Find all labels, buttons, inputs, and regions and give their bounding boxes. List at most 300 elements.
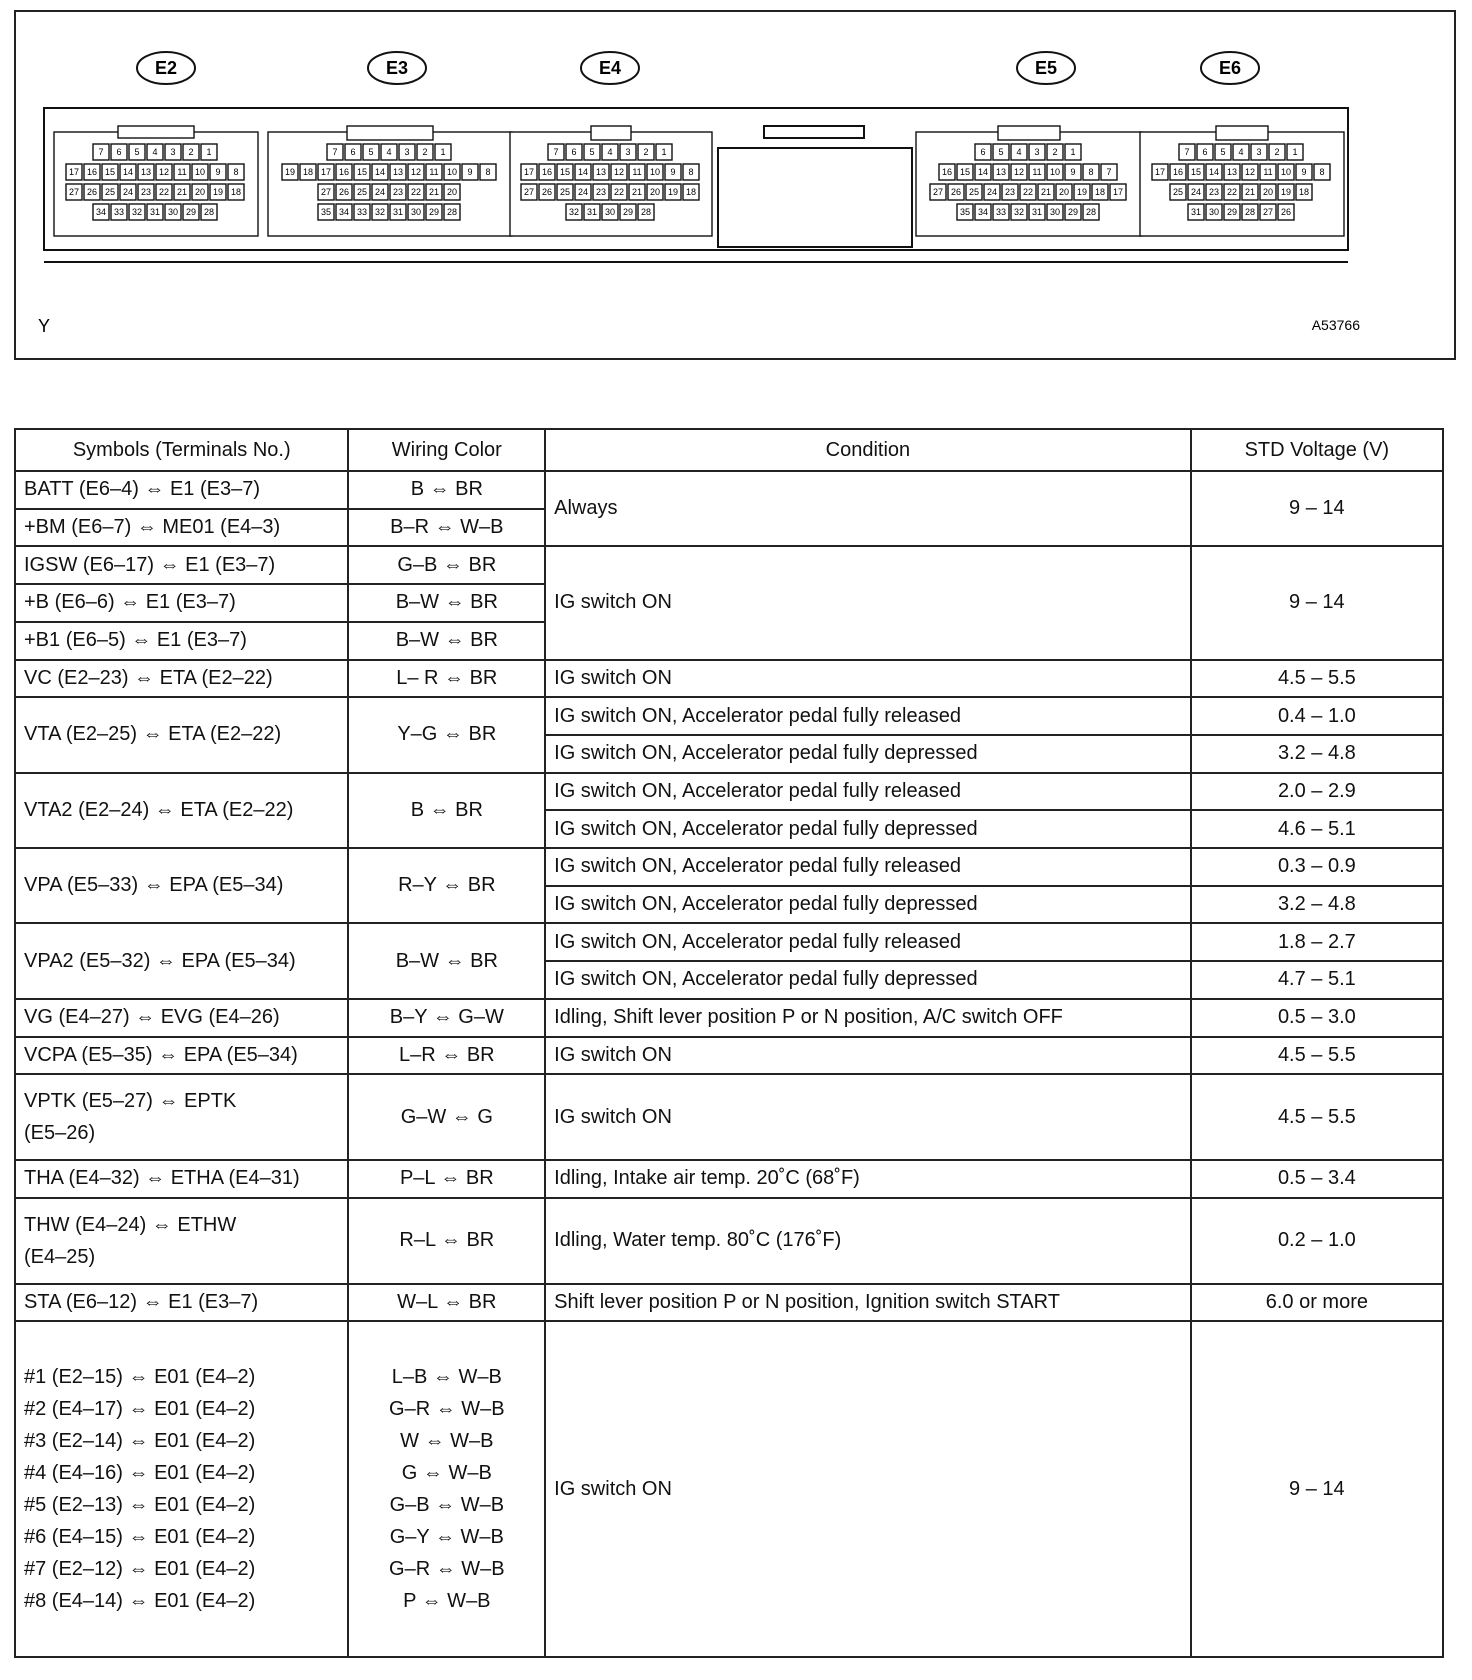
- terminal-label: 9: [670, 167, 676, 177]
- terminal-label: 31: [149, 207, 161, 217]
- condition-cell: Always: [545, 471, 1191, 546]
- table-row: [15, 848, 1443, 886]
- wiring-cell: B–Y ⇔ G–W: [348, 999, 545, 1037]
- symbols-cell: VTA2 (E2–24) ⇔ ETA (E2–22): [15, 773, 348, 848]
- terminal-label: 15: [104, 167, 116, 177]
- terminal-label: 25: [104, 187, 116, 197]
- terminal-label: 27: [1262, 207, 1274, 217]
- symbols-line: #4 (E4–16) ⇔ E01 (E4–2): [24, 1462, 256, 1485]
- terminal-label: 28: [446, 207, 458, 217]
- voltage-cell: 4.5 – 5.5: [1191, 1037, 1443, 1075]
- symbols-line: #2 (E4–17) ⇔ E01 (E4–2): [24, 1398, 256, 1421]
- terminal-label: 3: [170, 147, 176, 157]
- connector-e3-label: [368, 52, 426, 84]
- connector-e2-label: [137, 52, 195, 84]
- terminal-label: 25: [1172, 187, 1184, 197]
- condition-cell: Idling, Intake air temp. 20˚C (68˚F): [545, 1160, 1191, 1198]
- terminal-label: 2: [188, 147, 194, 157]
- wiring-cell: G–W ⇔ G: [348, 1074, 545, 1160]
- terminal-label: 11: [177, 167, 187, 177]
- symbols-line: #8 (E4–14) ⇔ E01 (E4–2): [24, 1590, 256, 1613]
- wiring-cell: L– R ⇔ BR: [348, 660, 545, 698]
- terminal-label: 18: [302, 167, 314, 177]
- condition-cell: IG switch ON, Accelerator pedal fully depressed: [545, 810, 1191, 848]
- terminal-label: 13: [1226, 167, 1238, 177]
- voltage-cell: 0.2 – 1.0: [1191, 1198, 1443, 1284]
- symbols-line: #5 (E2–13) ⇔ E01 (E4–2): [24, 1494, 256, 1517]
- terminal-label: 26: [1280, 207, 1292, 217]
- wiring-line: L–B ⇔ W–B: [391, 1366, 502, 1389]
- terminal-label: 11: [429, 167, 439, 177]
- terminal-label: 7: [332, 147, 338, 157]
- terminal-label: 6: [350, 147, 356, 157]
- symbols-line: THW (E4–24) ⇔ ETHW: [24, 1213, 237, 1236]
- diagram-left-label: Y: [38, 316, 51, 336]
- voltage-cell: 0.3 – 0.9: [1191, 848, 1443, 886]
- condition-cell: IG switch ON, Accelerator pedal fully depressed: [545, 886, 1191, 924]
- terminal-label: 24: [374, 187, 386, 197]
- terminal-label: 4: [607, 147, 613, 157]
- terminal-label: 4: [152, 147, 158, 157]
- terminal-label: 14: [577, 167, 589, 177]
- symbols-line: #6 (E4–15) ⇔ E01 (E4–2): [24, 1526, 256, 1549]
- terminal-label: 7: [1184, 147, 1190, 157]
- terminal-label: 10: [1049, 167, 1061, 177]
- table-row: [15, 1074, 1443, 1160]
- connector-e4-pins: [510, 126, 712, 236]
- terminal-label: 23: [1004, 187, 1016, 197]
- terminal-label: 26: [338, 187, 350, 197]
- wiring-cell: B ⇔ BR: [348, 471, 545, 509]
- e4-label-text: E4: [598, 58, 622, 78]
- wiring-line: W ⇔ W–B: [400, 1430, 494, 1453]
- terminal-label: 17: [1112, 187, 1124, 197]
- terminal-label: 18: [230, 187, 242, 197]
- terminal-label: 17: [523, 167, 535, 177]
- terminal-label: 3: [404, 147, 410, 157]
- symbols-cell: VC (E2–23) ⇔ ETA (E2–22): [15, 660, 348, 698]
- voltage-cell: 9 – 14: [1191, 546, 1443, 659]
- condition-cell: Idling, Water temp. 80˚C (176˚F): [545, 1198, 1191, 1284]
- terminal-label: 23: [392, 187, 404, 197]
- terminal-label: 28: [1085, 207, 1097, 217]
- connector-e5-pins: [916, 126, 1142, 236]
- terminal-label: 32: [568, 207, 580, 217]
- wiring-cell: [348, 1321, 545, 1657]
- condition-cell: IG switch ON: [545, 546, 1191, 659]
- wiring-cell: G–B ⇔ BR: [348, 546, 545, 584]
- terminal-label: 30: [1208, 207, 1220, 217]
- terminal-label: 14: [374, 167, 386, 177]
- terminal-label: 12: [410, 167, 422, 177]
- symbols-cell: [15, 1321, 348, 1657]
- terminal-label: 32: [1013, 207, 1025, 217]
- wiring-cell: Y–G ⇔ BR: [348, 697, 545, 772]
- terminal-label: 17: [320, 167, 332, 177]
- terminal-label: 15: [959, 167, 971, 177]
- symbols-line: (E4–25): [24, 1245, 96, 1268]
- terminal-label: 1: [1292, 147, 1298, 157]
- terminal-label: 22: [1226, 187, 1238, 197]
- wiring-cell: W–L ⇔ BR: [348, 1284, 545, 1322]
- terminal-label: 28: [640, 207, 652, 217]
- terminal-label: 31: [1031, 207, 1043, 217]
- terminal-label: 23: [140, 187, 152, 197]
- terminal-label: 3: [625, 147, 631, 157]
- terminal-label: 14: [977, 167, 989, 177]
- terminal-label: 30: [410, 207, 422, 217]
- terminal-label: 23: [1208, 187, 1220, 197]
- terminal-label: 24: [577, 187, 589, 197]
- symbols-cell: VPA2 (E5–32) ⇔ EPA (E5–34): [15, 923, 348, 998]
- condition-cell: IG switch ON: [545, 1037, 1191, 1075]
- terminal-label: 20: [194, 187, 206, 197]
- terminal-label: 6: [1202, 147, 1208, 157]
- table-row: [15, 1037, 1443, 1075]
- terminal-label: 21: [631, 187, 643, 197]
- connector-e6-label: [1201, 52, 1259, 84]
- terminal-label: 26: [541, 187, 553, 197]
- terminal-label: 18: [1094, 187, 1106, 197]
- terminal-label: 8: [485, 167, 491, 177]
- voltage-spec-table-wrap: [14, 428, 1444, 1658]
- terminal-label: 17: [1154, 167, 1166, 177]
- voltage-cell: 2.0 – 2.9: [1191, 773, 1443, 811]
- terminal-label: 5: [589, 147, 595, 157]
- table-row: [15, 546, 1443, 584]
- terminal-label: 20: [1058, 187, 1070, 197]
- terminal-label: 33: [113, 207, 125, 217]
- terminal-label: 13: [392, 167, 404, 177]
- connector-e5-label: [1017, 52, 1075, 84]
- center-latch: [764, 126, 864, 138]
- terminal-label: 16: [338, 167, 350, 177]
- terminal-label: 13: [595, 167, 607, 177]
- terminal-label: 27: [932, 187, 944, 197]
- e5-label-text: E5: [1034, 58, 1058, 78]
- symbols-cell: STA (E6–12) ⇔ E1 (E3–7): [15, 1284, 348, 1322]
- terminal-label: 19: [212, 187, 224, 197]
- terminal-label: 19: [667, 187, 679, 197]
- terminal-label: 11: [632, 167, 642, 177]
- wiring-cell: B ⇔ BR: [348, 773, 545, 848]
- e6-label-text: E6: [1218, 58, 1242, 78]
- terminal-label: 30: [167, 207, 179, 217]
- terminal-label: 34: [977, 207, 989, 217]
- symbols-cell: +B1 (E6–5) ⇔ E1 (E3–7): [15, 622, 348, 660]
- voltage-cell: 9 – 14: [1191, 471, 1443, 546]
- terminal-label: 34: [338, 207, 350, 217]
- terminal-label: 2: [1052, 147, 1058, 157]
- terminal-label: 1: [206, 147, 212, 157]
- terminal-label: 19: [284, 167, 296, 177]
- terminal-label: 19: [1076, 187, 1088, 197]
- condition-cell: IG switch ON, Accelerator pedal fully depressed: [545, 961, 1191, 999]
- symbols-cell: VTA (E2–25) ⇔ ETA (E2–22): [15, 697, 348, 772]
- terminal-label: 5: [368, 147, 374, 157]
- terminal-label: 33: [356, 207, 368, 217]
- terminal-label: 21: [1244, 187, 1256, 197]
- terminal-label: 1: [1070, 147, 1076, 157]
- terminal-label: 35: [320, 207, 332, 217]
- terminal-label: 16: [1172, 167, 1184, 177]
- symbols-cell: +B (E6–6) ⇔ E1 (E3–7): [15, 584, 348, 622]
- terminal-label: 29: [185, 207, 197, 217]
- voltage-cell: 3.2 – 4.8: [1191, 735, 1443, 773]
- terminal-label: 7: [553, 147, 559, 157]
- terminal-label: 18: [685, 187, 697, 197]
- wiring-cell: P–L ⇔ BR: [348, 1160, 545, 1198]
- terminal-label: 8: [1319, 167, 1325, 177]
- voltage-cell: 0.5 – 3.0: [1191, 999, 1443, 1037]
- terminal-label: 21: [176, 187, 188, 197]
- center-housing-block: [718, 148, 912, 247]
- terminal-label: 1: [440, 147, 446, 157]
- voltage-spec-table: [14, 428, 1444, 1658]
- table-row: [15, 923, 1443, 961]
- terminal-label: 35: [959, 207, 971, 217]
- terminal-label: 30: [604, 207, 616, 217]
- wiring-cell: B–W ⇔ BR: [348, 923, 545, 998]
- table-header-row: [15, 429, 1443, 471]
- connector-latch: [591, 126, 631, 140]
- header-symbols: Symbols (Terminals No.): [15, 429, 348, 471]
- connector-diagram: [14, 10, 1456, 360]
- connector-latch: [998, 126, 1060, 140]
- terminal-label: 29: [1226, 207, 1238, 217]
- terminal-label: 2: [643, 147, 649, 157]
- terminal-label: 15: [356, 167, 368, 177]
- symbols-line: #1 (E2–15) ⇔ E01 (E4–2): [24, 1366, 256, 1389]
- terminal-label: 20: [446, 187, 458, 197]
- wiring-cell: R–L ⇔ BR: [348, 1198, 545, 1284]
- terminal-label: 5: [998, 147, 1004, 157]
- terminal-label: 6: [571, 147, 577, 157]
- terminal-label: 9: [467, 167, 473, 177]
- terminal-label: 6: [116, 147, 122, 157]
- connector-latch: [347, 126, 433, 140]
- terminal-label: 24: [122, 187, 134, 197]
- terminal-label: 10: [649, 167, 661, 177]
- voltage-cell: 4.5 – 5.5: [1191, 660, 1443, 698]
- terminal-label: 13: [140, 167, 152, 177]
- wiring-cell: B–W ⇔ BR: [348, 622, 545, 660]
- terminal-label: 9: [1070, 167, 1076, 177]
- terminal-label: 22: [1022, 187, 1034, 197]
- terminal-label: 5: [134, 147, 140, 157]
- terminal-label: 16: [86, 167, 98, 177]
- symbols-line: VPTK (E5–27) ⇔ EPTK: [24, 1090, 237, 1113]
- connector-e2-pins: [54, 126, 258, 236]
- condition-cell: IG switch ON, Accelerator pedal fully released: [545, 848, 1191, 886]
- terminal-label: 26: [950, 187, 962, 197]
- terminal-label: 22: [613, 187, 625, 197]
- table-row: [15, 1284, 1443, 1322]
- voltage-cell: 4.5 – 5.5: [1191, 1074, 1443, 1160]
- terminal-label: 15: [559, 167, 571, 177]
- terminal-label: 33: [995, 207, 1007, 217]
- terminal-label: 9: [215, 167, 221, 177]
- condition-cell: IG switch ON: [545, 1321, 1191, 1657]
- terminal-label: 4: [386, 147, 392, 157]
- wiring-cell: R–Y ⇔ BR: [348, 848, 545, 923]
- symbols-cell: VPA (E5–33) ⇔ EPA (E5–34): [15, 848, 348, 923]
- connector-e4-label: [581, 52, 639, 84]
- terminal-label: 3: [1256, 147, 1262, 157]
- condition-cell: IG switch ON, Accelerator pedal fully depressed: [545, 735, 1191, 773]
- symbols-cell: VG (E4–27) ⇔ EVG (E4–26): [15, 999, 348, 1037]
- wiring-cell: L–R ⇔ BR: [348, 1037, 545, 1075]
- terminal-label: 4: [1016, 147, 1022, 157]
- terminal-label: 24: [1190, 187, 1202, 197]
- wiring-line: G–B ⇔ W–B: [389, 1494, 505, 1517]
- terminal-label: 9: [1301, 167, 1307, 177]
- terminal-label: 10: [1280, 167, 1292, 177]
- symbols-cell: [15, 1198, 348, 1284]
- terminal-label: 12: [613, 167, 625, 177]
- terminal-label: 16: [941, 167, 953, 177]
- terminal-label: 8: [688, 167, 694, 177]
- terminal-label: 16: [541, 167, 553, 177]
- voltage-cell: 0.4 – 1.0: [1191, 697, 1443, 735]
- voltage-cell: 4.7 – 5.1: [1191, 961, 1443, 999]
- terminal-label: 4: [1238, 147, 1244, 157]
- terminal-label: 30: [1049, 207, 1061, 217]
- terminal-label: 27: [68, 187, 80, 197]
- condition-cell: IG switch ON, Accelerator pedal fully released: [545, 923, 1191, 961]
- diagram-figure-id: A53766: [1311, 317, 1360, 333]
- table-row: [15, 1198, 1443, 1284]
- terminal-label: 29: [428, 207, 440, 217]
- terminal-label: 13: [995, 167, 1007, 177]
- terminal-label: 5: [1220, 147, 1226, 157]
- condition-cell: IG switch ON: [545, 660, 1191, 698]
- wiring-line: G–R ⇔ W–B: [389, 1558, 505, 1581]
- header-std-voltage: STD Voltage (V): [1191, 429, 1443, 471]
- terminal-label: 6: [980, 147, 986, 157]
- terminal-label: 25: [968, 187, 980, 197]
- terminal-label: 31: [392, 207, 404, 217]
- terminal-label: 20: [1262, 187, 1274, 197]
- condition-cell: IG switch ON, Accelerator pedal fully released: [545, 697, 1191, 735]
- terminal-label: 12: [158, 167, 170, 177]
- terminal-label: 3: [1034, 147, 1040, 157]
- wiring-cell: B–R ⇔ W–B: [348, 509, 545, 547]
- terminal-label: 19: [1280, 187, 1292, 197]
- symbols-cell: [15, 1074, 348, 1160]
- connector-latch: [1216, 126, 1268, 140]
- terminal-label: 1: [661, 147, 667, 157]
- e2-label-text: E2: [154, 58, 178, 78]
- table-row: [15, 773, 1443, 811]
- voltage-cell: 4.6 – 5.1: [1191, 810, 1443, 848]
- header-wiring-color: Wiring Color: [348, 429, 545, 471]
- condition-cell: Shift lever position P or N position, Ignition switch START: [545, 1284, 1191, 1322]
- terminal-label: 11: [1032, 167, 1042, 177]
- symbols-line: (E5–26): [24, 1122, 96, 1145]
- terminal-label: 28: [1244, 207, 1256, 217]
- terminal-label: 31: [1190, 207, 1202, 217]
- terminal-label: 21: [428, 187, 440, 197]
- terminal-label: 7: [98, 147, 104, 157]
- table-row: [15, 1321, 1443, 1657]
- condition-cell: IG switch ON, Accelerator pedal fully released: [545, 773, 1191, 811]
- terminal-label: 28: [203, 207, 215, 217]
- table-row: [15, 999, 1443, 1037]
- terminal-label: 27: [320, 187, 332, 197]
- terminal-label: 25: [559, 187, 571, 197]
- symbols-cell: VCPA (E5–35) ⇔ EPA (E5–34): [15, 1037, 348, 1075]
- terminal-label: 34: [95, 207, 107, 217]
- terminal-label: 20: [649, 187, 661, 197]
- terminal-label: 8: [1088, 167, 1094, 177]
- terminal-label: 29: [1067, 207, 1079, 217]
- terminal-label: 15: [1190, 167, 1202, 177]
- wiring-line: G–R ⇔ W–B: [389, 1398, 505, 1421]
- symbols-cell: +BM (E6–7) ⇔ ME01 (E4–3): [15, 509, 348, 547]
- connector-diagram-svg: [16, 12, 1454, 358]
- symbols-cell: BATT (E6–4) ⇔ E1 (E3–7): [15, 471, 348, 509]
- terminal-label: 12: [1244, 167, 1256, 177]
- connector-e3-pins: [268, 126, 512, 236]
- voltage-cell: 3.2 – 4.8: [1191, 886, 1443, 924]
- terminal-label: 21: [1040, 187, 1052, 197]
- voltage-cell: 6.0 or more: [1191, 1284, 1443, 1322]
- terminal-label: 23: [595, 187, 607, 197]
- voltage-cell: 9 – 14: [1191, 1321, 1443, 1657]
- e3-label-text: E3: [385, 58, 409, 78]
- table-row: [15, 1160, 1443, 1198]
- terminal-label: 24: [986, 187, 998, 197]
- wiring-line: G ⇔ W–B: [401, 1462, 492, 1485]
- terminal-label: 11: [1263, 167, 1273, 177]
- wiring-line: G–Y ⇔ W–B: [389, 1526, 504, 1549]
- table-row: [15, 660, 1443, 698]
- terminal-label: 27: [523, 187, 535, 197]
- symbols-cell: THA (E4–32) ⇔ ETHA (E4–31): [15, 1160, 348, 1198]
- table-row: [15, 471, 1443, 509]
- terminal-label: 14: [1208, 167, 1220, 177]
- connector-e6-pins: [1140, 126, 1344, 236]
- terminal-label: 18: [1298, 187, 1310, 197]
- terminal-label: 32: [374, 207, 386, 217]
- terminal-label: 7: [1106, 167, 1112, 177]
- header-condition: Condition: [545, 429, 1191, 471]
- terminal-label: 14: [122, 167, 134, 177]
- connector-latch: [118, 126, 194, 138]
- voltage-cell: 1.8 – 2.7: [1191, 923, 1443, 961]
- terminal-label: 12: [1013, 167, 1025, 177]
- terminal-label: 25: [356, 187, 368, 197]
- terminal-label: 29: [622, 207, 634, 217]
- terminal-label: 22: [158, 187, 170, 197]
- terminal-label: 32: [131, 207, 143, 217]
- terminal-label: 17: [68, 167, 80, 177]
- terminal-label: 22: [410, 187, 422, 197]
- terminal-label: 2: [422, 147, 428, 157]
- terminal-label: 10: [446, 167, 458, 177]
- terminal-label: 31: [586, 207, 598, 217]
- wiring-line: P ⇔ W–B: [403, 1590, 491, 1613]
- terminal-label: 10: [194, 167, 206, 177]
- symbols-cell: IGSW (E6–17) ⇔ E1 (E3–7): [15, 546, 348, 584]
- table-row: [15, 697, 1443, 735]
- terminal-label: 2: [1274, 147, 1280, 157]
- condition-cell: Idling, Shift lever position P or N position, A/C switch OFF: [545, 999, 1191, 1037]
- wiring-cell: B–W ⇔ BR: [348, 584, 545, 622]
- terminal-label: 8: [233, 167, 239, 177]
- symbols-line: #7 (E2–12) ⇔ E01 (E4–2): [24, 1558, 256, 1581]
